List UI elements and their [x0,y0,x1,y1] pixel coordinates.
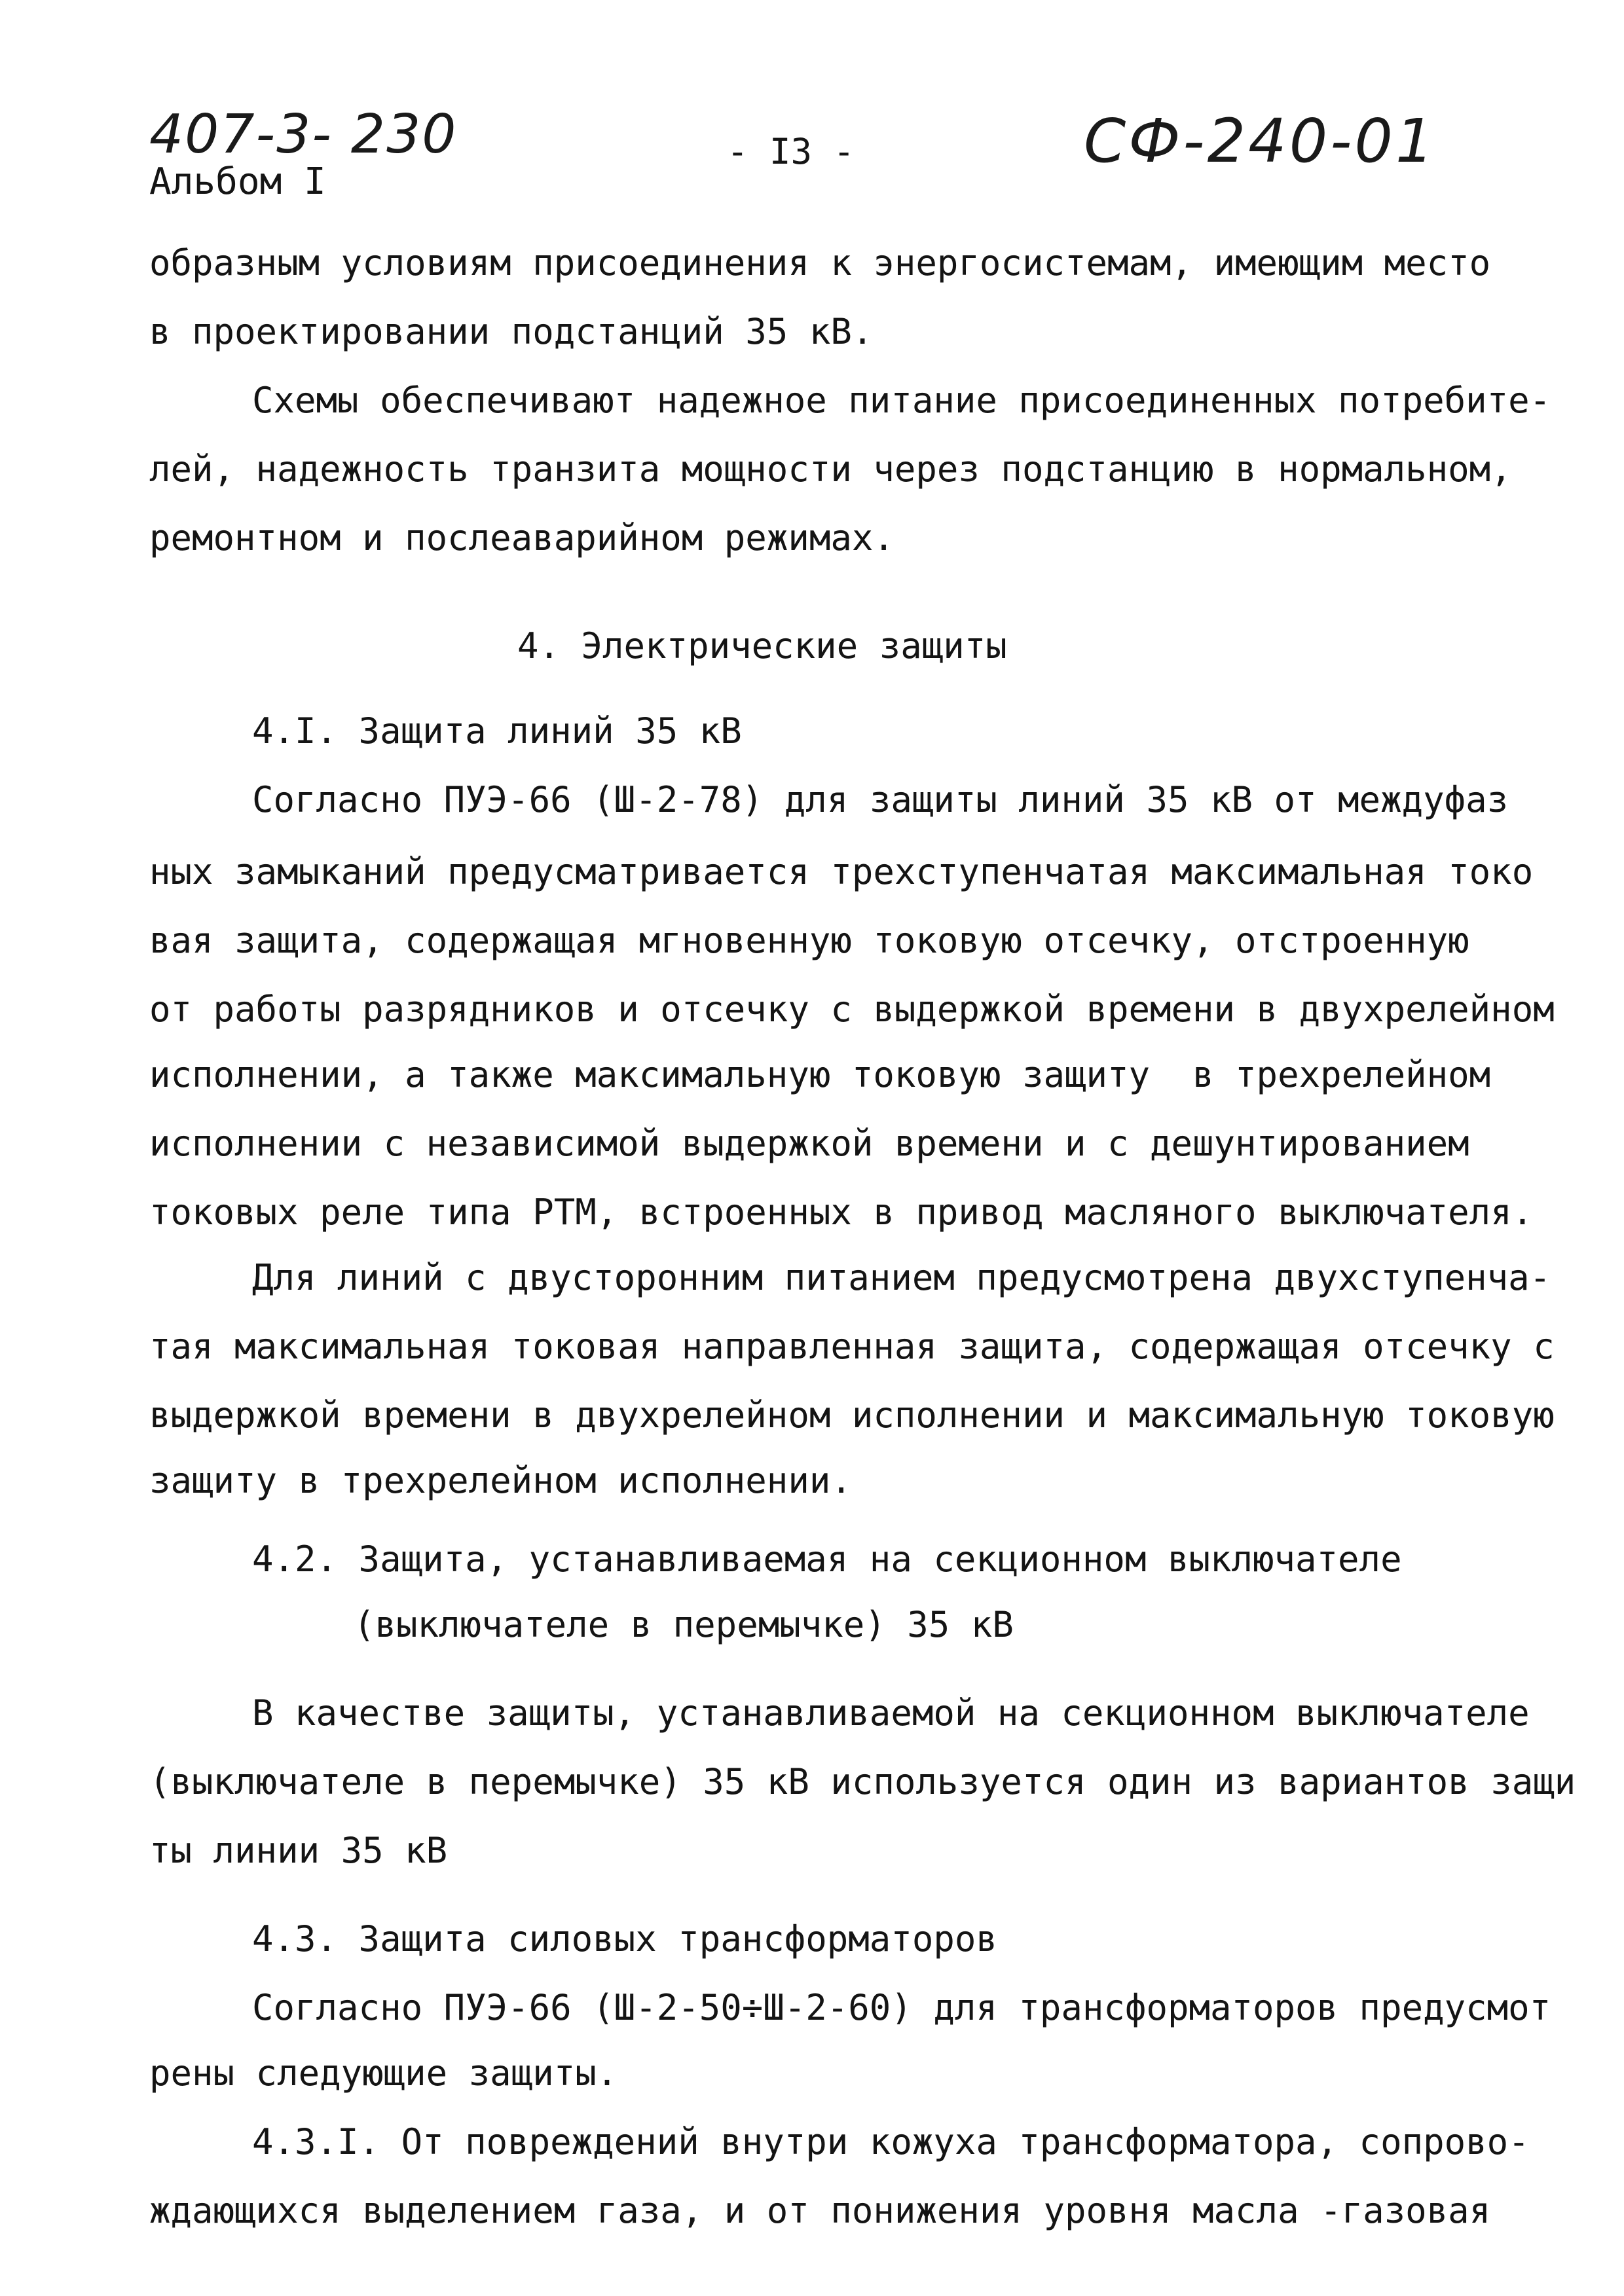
text-line: ных замыканий предусматривается трехступенчатая максимальная токо [149,851,1534,892]
text-line: рены следующие защиты. [149,2052,618,2094]
text-line: исполнении, а также максимальную токовую защиту в трехрелейном [149,1054,1491,1095]
text-line: в проектировании подстанций 35 кВ. [149,311,874,352]
text-line: от работы разрядников и отсечку с выдержкой времени в двухрелейном [149,989,1555,1030]
text-line: Согласно ПУЭ-66 (Ш-2-78) для защиты линий 35 кВ от междуфаз [252,779,1509,820]
subsection-heading: 4.2. Защита, устанавливаемая на секционном выключателе [252,1539,1402,1580]
text-line: вая защита, содержащая мгновенную токовую отсечку, отстроенную [149,920,1469,961]
text-line: образным условиям присоединения к энергосистемам, имеющим место [149,242,1491,283]
text-line: В качестве защиты, устанавливаемой на секционном выключателе [252,1692,1530,1734]
page-number: - I3 - [727,131,855,172]
text-line: ты линии 35 кВ [149,1830,448,1871]
text-line: тая максимальная токовая направленная защита, содержащая отсечку с [149,1326,1555,1367]
text-line: токовых реле типа РТМ, встроенных в привод масляного выключателя. [149,1192,1534,1233]
text-line: 4.3.I. От повреждений внутри кожуха трансформатора, сопрово- [252,2121,1530,2162]
subsection-heading: 4.I. Защита линий 35 кВ [252,710,742,752]
album-number: Альбом I [149,160,326,203]
text-line: защиту в трехрелейном исполнении. [149,1460,852,1501]
text-line: лей, надежность транзита мощности через подстанцию в нормальном, [149,448,1512,490]
album-code: 407-3- 230 [149,103,458,166]
text-line: (выключателе в перемычке) 35 кВ используется один из вариантов защи [149,1761,1576,1802]
text-line: Для линий с двусторонним питанием предусмотрена двухступенча- [252,1257,1551,1298]
subsection-heading: 4.3. Защита силовых трансформаторов [252,1918,997,1959]
text-line: Схемы обеспечивают надежное питание присоединенных потребите- [252,380,1551,421]
sheet-code: СФ-240-01 [1084,106,1437,176]
text-line: ремонтном и послеаварийном режимах. [149,517,895,558]
text-line: исполнении с независимой выдержкой времени и с дешунтированием [149,1123,1469,1164]
subsection-heading: (выключателе в перемычке) 35 кВ [354,1604,1014,1645]
text-line: выдержкой времени в двухрелейном исполнении и максимальную токовую [149,1394,1555,1436]
section-heading: 4. Электрические защиты [517,625,1007,666]
text-line: Согласно ПУЭ-66 (Ш-2-50÷Ш-2-60) для трансформаторов предусмот [252,1987,1551,2028]
text-line: ждающихся выделением газа, и от понижения уровня масла -газовая [149,2190,1491,2231]
